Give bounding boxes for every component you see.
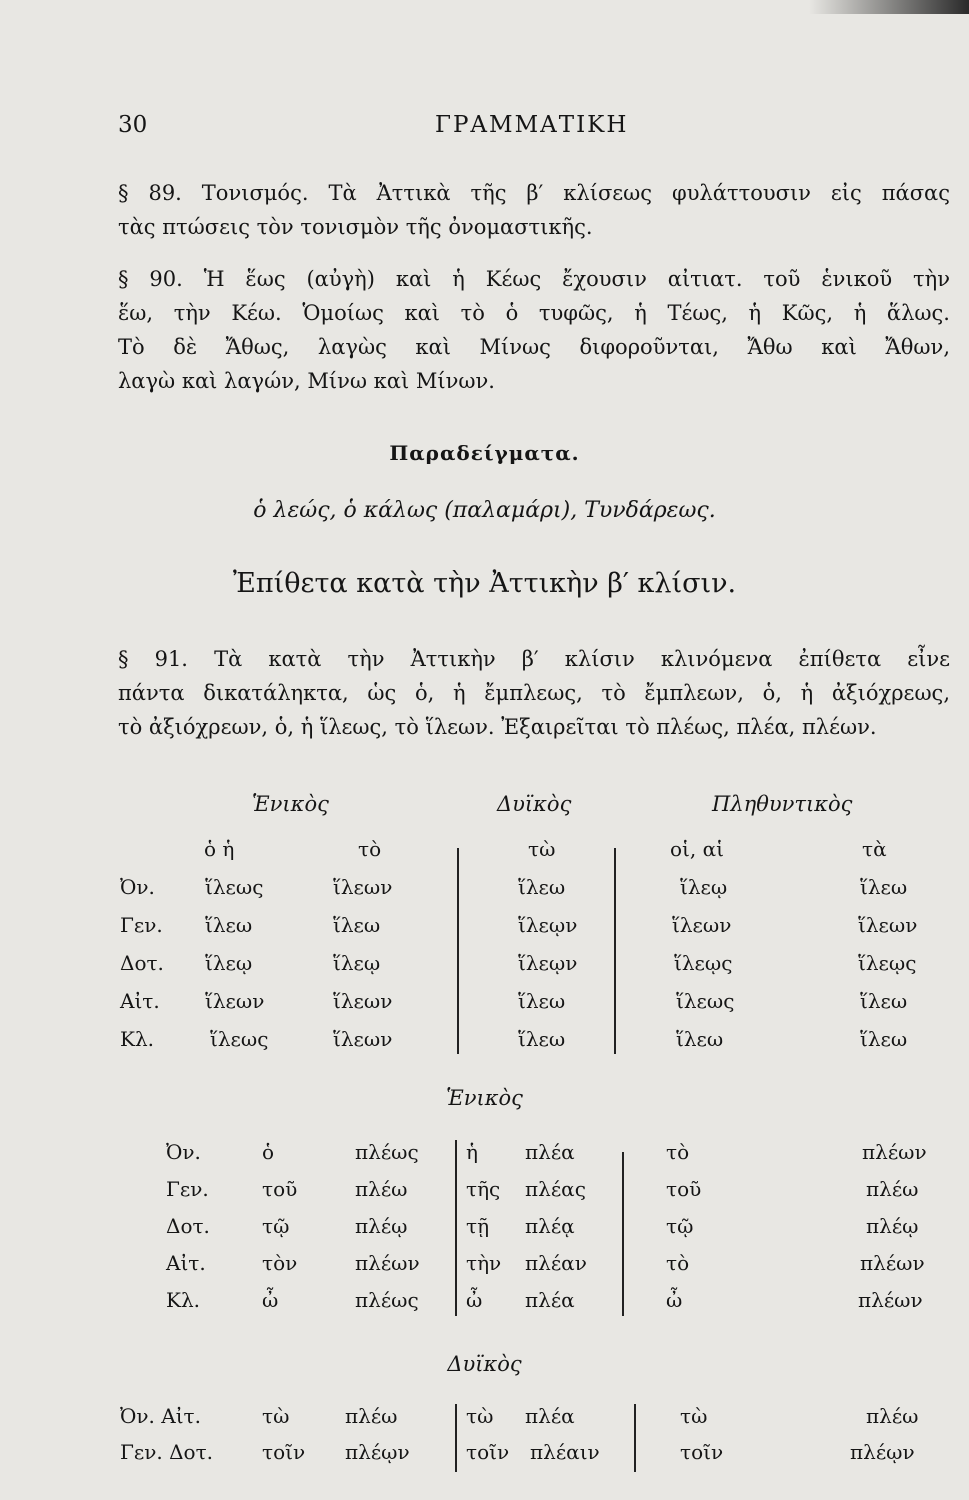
table-cell: πλέαν bbox=[525, 1251, 587, 1275]
table-cell: τοῖν bbox=[680, 1440, 724, 1464]
table-cell: τῇ bbox=[466, 1214, 490, 1238]
text-line: λαγὼ καὶ λαγών, Μίνω καὶ Μίνων. bbox=[118, 369, 495, 393]
table-cell: τοῦ bbox=[666, 1177, 702, 1201]
table-cell: πλέῳν bbox=[345, 1440, 410, 1464]
examples-line: ὁ λεώς, ὁ κάλως (παλαμάρι), Τυνδάρεως. bbox=[253, 498, 716, 523]
table-cell: ἵλεῳν bbox=[518, 951, 578, 975]
table-cell: πλέαιν bbox=[530, 1440, 600, 1464]
table-cell: πλέα bbox=[525, 1404, 575, 1428]
text-line: τὰς πτώσεις τὸν τονισμὸν τῆς ὀνομαστικῆς. bbox=[118, 215, 593, 239]
table-cell: πλέων bbox=[860, 1251, 925, 1275]
table-cell: πλέα bbox=[525, 1140, 575, 1164]
paragraph-90 bbox=[118, 262, 950, 398]
case-label: Ὀν. bbox=[120, 875, 155, 899]
text-line: τὸ ἀξιόχρεων, ὁ, ἡ ἵλεως, τὸ ἵλεων. Ἐξαιρεῖται τὸ πλέως, πλέα, πλέων. bbox=[118, 715, 877, 739]
table-cell: τὼ bbox=[466, 1404, 494, 1428]
page-number: 30 bbox=[118, 112, 148, 138]
table-cell: ἵλεω bbox=[860, 1027, 908, 1051]
table-cell: πλέῳν bbox=[850, 1440, 915, 1464]
header-singular: Ἑνικὸς bbox=[446, 1086, 523, 1110]
case-label: Ὀν. Αἰτ. bbox=[120, 1404, 201, 1428]
text-line: ἕω, τὴν Κέω. Ὁμοίως καὶ τὸ ὁ τυφῶς, ἡ Τέως, ἡ Κῶς, ἡ ἅλως. bbox=[118, 301, 950, 325]
case-label: Γεν. bbox=[166, 1177, 209, 1201]
table-cell: τὸ bbox=[666, 1140, 690, 1164]
table-cell: ἵλεῳς bbox=[858, 951, 917, 975]
table-cell: τοῦ bbox=[262, 1177, 298, 1201]
table-cell: ἵλεων bbox=[205, 989, 265, 1013]
column-divider bbox=[622, 1152, 624, 1316]
table-cell: ἵλεω bbox=[518, 875, 566, 899]
table-cell: πλέας bbox=[525, 1177, 586, 1201]
article-cell: ὁ ἡ bbox=[204, 837, 235, 861]
table-cell: πλέω bbox=[345, 1404, 398, 1428]
table-cell: ἵλεως bbox=[205, 875, 264, 899]
case-label: Κλ. bbox=[120, 1027, 154, 1051]
running-title: ΓΡΑΜΜΑΤΙΚΗ bbox=[435, 112, 629, 138]
header-plural: Πληθυντικὸς bbox=[712, 792, 853, 816]
column-divider bbox=[455, 1140, 457, 1316]
table-cell: ἵλεων bbox=[333, 989, 393, 1013]
table-cell: πλέων bbox=[858, 1288, 923, 1312]
table-cell: τὸ bbox=[666, 1251, 690, 1275]
table-cell: τὼ bbox=[680, 1404, 708, 1428]
table-cell: πλέᾳ bbox=[525, 1214, 575, 1238]
table-cell: τὴν bbox=[466, 1251, 502, 1275]
table-cell: ἡ bbox=[466, 1140, 478, 1164]
table-cell: πλέῳ bbox=[866, 1214, 919, 1238]
table-cell: τοῖν bbox=[262, 1440, 306, 1464]
table-cell: ἵλεως bbox=[210, 1027, 269, 1051]
table-cell: ὦ bbox=[262, 1288, 279, 1312]
case-label: Κλ. bbox=[166, 1288, 200, 1312]
table-cell: πλέω bbox=[355, 1177, 408, 1201]
table-cell: τῷ bbox=[262, 1214, 290, 1238]
article-cell: τὰ bbox=[862, 837, 887, 861]
case-label: Γεν. Δοτ. bbox=[120, 1440, 214, 1464]
table-cell: ἵλεω bbox=[676, 1027, 724, 1051]
case-label: Ὀν. bbox=[166, 1140, 201, 1164]
table-cell: ἵλεω bbox=[518, 989, 566, 1013]
table-cell: ἵλεῳ bbox=[680, 875, 728, 899]
table-cell: ἵλεως bbox=[676, 989, 735, 1013]
table-cell: πλέω bbox=[866, 1404, 919, 1428]
text-line: § 90. Ἡ ἕως (αὐγὴ) καὶ ἡ Κέως ἔχουσιν αἰτιατ. τοῦ ἑνικοῦ τὴν bbox=[118, 267, 950, 291]
table-cell: πλέως bbox=[355, 1140, 419, 1164]
table-cell: ὁ bbox=[262, 1140, 275, 1164]
article-cell: τὼ bbox=[528, 837, 556, 861]
header-singular: Ἑνικὸς bbox=[252, 792, 329, 816]
case-label: Δοτ. bbox=[166, 1214, 210, 1238]
table-cell: ἵλεων bbox=[333, 1027, 393, 1051]
paragraph-89 bbox=[118, 176, 950, 244]
table-cell: ἵλεω bbox=[333, 913, 381, 937]
column-divider bbox=[614, 848, 616, 1054]
table-cell: ἵλεῳν bbox=[518, 913, 578, 937]
table-cell: πλέα bbox=[525, 1288, 575, 1312]
table-cell: ἵλεῳς bbox=[674, 951, 733, 975]
scan-edge-shadow bbox=[809, 0, 969, 14]
header-dual: Δυϊκὸς bbox=[497, 792, 572, 816]
table-cell: τῷ bbox=[666, 1214, 694, 1238]
table-cell: πλέων bbox=[355, 1251, 420, 1275]
table-cell: πλέως bbox=[355, 1288, 419, 1312]
article-cell: οἱ, αἱ bbox=[670, 837, 724, 861]
table-cell: τῆς bbox=[466, 1177, 501, 1201]
table-cell: πλέων bbox=[862, 1140, 927, 1164]
table-cell: πλέω bbox=[866, 1177, 919, 1201]
text-line: § 91. Τὰ κατὰ τὴν Ἀττικὴν β′ κλίσιν κλινόμενα ἐπίθετα εἶνε bbox=[118, 647, 950, 671]
examples-heading: Παραδείγματα. bbox=[389, 441, 580, 465]
header-dual: Δυϊκὸς bbox=[447, 1352, 522, 1376]
table-cell: ἵλεων bbox=[333, 875, 393, 899]
table-cell: πλέῳ bbox=[355, 1214, 408, 1238]
table-cell: ἵλεω bbox=[205, 913, 253, 937]
case-label: Δοτ. bbox=[120, 951, 164, 975]
column-divider bbox=[457, 848, 459, 1054]
table-cell: ἵλεω bbox=[518, 1027, 566, 1051]
case-label: Αἰτ. bbox=[120, 989, 160, 1013]
table-cell: ἵλεῳ bbox=[333, 951, 381, 975]
table-cell: ἵλεῳ bbox=[205, 951, 253, 975]
table-cell: ἵλεων bbox=[672, 913, 732, 937]
table-cell: ὦ bbox=[666, 1288, 683, 1312]
text-line: πάντα δικατάληκτα, ὡς ὁ, ἡ ἔμπλεως, τὸ ἔμπλεων, ὁ, ἡ ἀξιόχρεως, bbox=[118, 681, 950, 705]
text-line: § 89. Τονισμός. Τὰ Ἀττικὰ τῆς β′ κλίσεως φυλάττουσιν εἰς πάσας bbox=[118, 181, 950, 205]
section-title: Ἐπίθετα κατὰ τὴν Ἀττικὴν β′ κλίσιν. bbox=[232, 568, 737, 599]
table-cell: ἵλεων bbox=[858, 913, 918, 937]
column-divider bbox=[455, 1404, 457, 1472]
table-cell: τοῖν bbox=[466, 1440, 510, 1464]
table-cell: τὸν bbox=[262, 1251, 298, 1275]
table-cell: ἵλεω bbox=[860, 875, 908, 899]
article-cell: τὸ bbox=[358, 837, 382, 861]
case-label: Γεν. bbox=[120, 913, 163, 937]
table-cell: ἵλεω bbox=[860, 989, 908, 1013]
table-cell: τὼ bbox=[262, 1404, 290, 1428]
case-label: Αἰτ. bbox=[166, 1251, 206, 1275]
paragraph-91 bbox=[118, 642, 950, 744]
text-line: Τὸ δὲ Ἄθως, λαγὼς καὶ Μίνως διφοροῦνται, Ἄθω καὶ Ἄθων, bbox=[118, 335, 950, 359]
table-cell: ὦ bbox=[466, 1288, 483, 1312]
column-divider bbox=[634, 1404, 636, 1472]
